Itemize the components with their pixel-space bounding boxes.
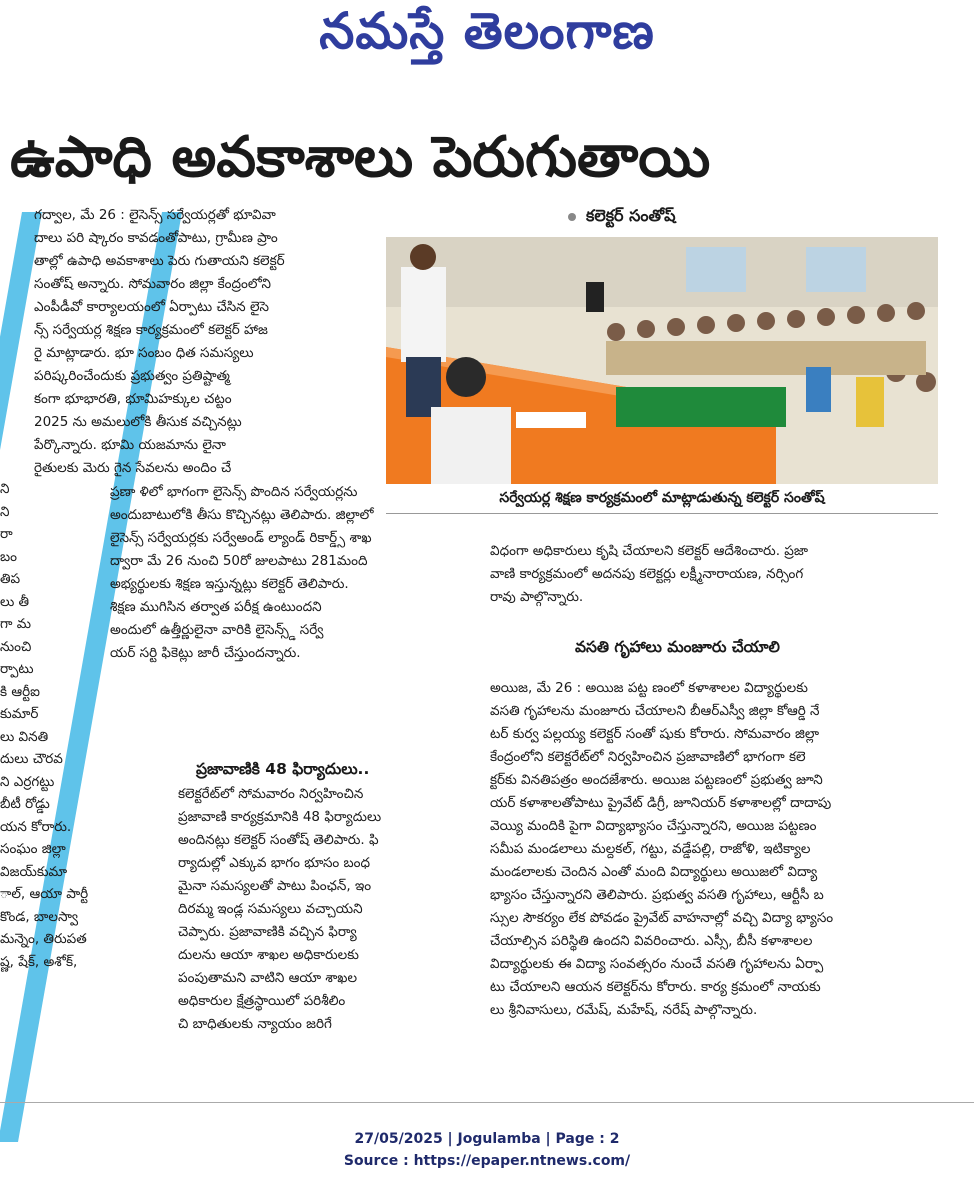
article-text-line: యర్ సర్టి ఫికెట్లు జారీ చేస్తుందన్నారు. bbox=[110, 645, 301, 661]
article-text-line: కేంద్రంలోని కలెక్టరేట్‌లో నిర్వహించిన ప్రజావాణిలో భాగంగా కలె bbox=[490, 749, 806, 765]
article-text-line: విధంగా అధికారులు కృషి చేయాలని కలెక్టర్ ఆదేశించారు. ప్రజా bbox=[490, 543, 809, 559]
article-text-line: టు చేయాలని ఆయన కలెక్టర్‌ను కోరారు. కార్య క్రమంలో నాయకు bbox=[490, 979, 821, 995]
page-divider bbox=[0, 1102, 974, 1103]
fragment-text-line: యన కోరారు. bbox=[0, 818, 72, 835]
article-text-line: ప్రజావాణి కార్యక్రమానికి 48 ఫిర్యాదులు bbox=[178, 809, 382, 825]
article-text-line: అందుబాటులోకి తీసు కొచ్చినట్లు తెలిపారు. జిల్లాలో bbox=[110, 507, 374, 523]
article-text-line: చేయాల్సిన పరిస్థితి ఉందని వివరించారు. ఎస్సీ, బీసీ కళాశాలల bbox=[490, 933, 813, 949]
fragment-text-line: తిప bbox=[0, 571, 21, 587]
fragment-text-line: రా bbox=[0, 526, 13, 542]
article-text-line: వసతి గృహాలను మంజూరు చేయాలని బీఆర్ఎస్వీ జిల్లా కోఆర్డి నే bbox=[490, 703, 820, 719]
kicker-text: కలెక్టర్ సంతోష్ bbox=[586, 206, 676, 225]
article-text-line: ఎంపీడీవో కార్యాలయంలో ఏర్పాటు చేసిన లైసె bbox=[34, 299, 270, 315]
article-text-line: స్సుల సౌకర్యం లేక పోవడం ప్రైవేట్ వాహనాల్లో వచ్చి విద్యా భ్యాసం bbox=[490, 910, 834, 926]
article-text-line: 2025 ను అమలులోకి తీసుక వచ్చినట్లు bbox=[34, 414, 242, 430]
newspaper-masthead: నమస్తే తెలంగాణ bbox=[319, 2, 655, 60]
fragment-text-line: బం bbox=[0, 548, 17, 565]
article-text-line: దాలు పరి ష్కారం కావడంతోపాటు, గ్రామీణ ప్రాం bbox=[34, 230, 278, 246]
article-text-line: పేర్కొన్నారు. భూమి యజమాను లైనా bbox=[34, 437, 226, 453]
article-text-line: చి బాధితులకు న్యాయం జరిగే bbox=[178, 1016, 332, 1032]
article-text-line: దిరమ్మ ఇండ్ల సమస్యలు వచ్చాయని bbox=[178, 901, 363, 917]
article-text-line: అందులో ఉత్తీర్ణులైనా వారికి లైసెన్స్డ్ సర్వే bbox=[110, 622, 324, 638]
fragment-text-line: కొండ, బాలస్వా bbox=[0, 908, 79, 925]
article-headline: ఉపాధి అవకాశాలు పెరుగుతాయి bbox=[10, 125, 711, 190]
footer-source: Source : https://epaper.ntnews.com/ bbox=[343, 1153, 631, 1169]
collector-meeting-photo bbox=[386, 237, 938, 484]
bullet-icon bbox=[568, 213, 576, 221]
page-footer bbox=[0, 1128, 974, 1172]
article-column-hostels bbox=[490, 677, 942, 1022]
photo-caption: సర్వేయర్ల శిక్షణ కార్యక్రమంలో మాట్లాడుతున్న కలెక్టర్ సంతోష్ bbox=[386, 490, 938, 514]
fragment-text-line: ష్ణ, షేక్, అశోక్, bbox=[0, 953, 78, 970]
subheading-hostels: వసతి గృహాలు మంజూరు చేయాలి bbox=[575, 638, 780, 656]
article-text-line: శిక్షణ ముగిసిన తర్వాత పరీక్ష ఉంటుందని bbox=[110, 599, 322, 615]
article-text-line: ద్వారా మే 26 నుంచి 50రో జులపాటు 281మంది bbox=[110, 553, 368, 569]
article-text-line: ప్రణా ళిలో భాగంగా లైసెన్స్ పొందిన సర్వేయర్లను bbox=[110, 484, 358, 500]
fragment-text-line: గా మ bbox=[0, 616, 32, 632]
fragment-text-line: ని bbox=[0, 503, 10, 520]
fragment-text-line: సంఘం జిల్లా bbox=[0, 841, 66, 857]
fragment-text-line: ని bbox=[0, 481, 10, 497]
article-text-line: తాల్లో ఉపాధి అవకాశాలు పెరు గుతాయని కలెక్టర్ bbox=[34, 253, 285, 269]
article-text-line: విద్యార్థులకు ఈ విద్యా సంవత్సరం నుంచే వసతి గృహాలను ఏర్పా bbox=[490, 956, 824, 972]
article-text-line: క్టర్‌కు వినతిపత్రం అందజేశారు. అయిజ పట్టణంలో ప్రభుత్వ జూని bbox=[490, 772, 823, 788]
article-text-line: రై మాట్లాడారు. భూ సంబం ధిత సమస్యలు bbox=[34, 345, 254, 361]
footer-date-edition: 27/05/2025 | Jogulamba | Page : 2 bbox=[354, 1131, 620, 1147]
fragment-text-line: విజయ్‌కుమా bbox=[0, 863, 68, 880]
article-text-line: రావు పాల్గొన్నారు. bbox=[490, 589, 584, 605]
article-text-line: సమీప మండలాలు మల్దకల్, గట్టు, వడ్డేపల్లి, రాజోళి, ఇటిక్యాల bbox=[490, 841, 811, 857]
article-column-grievances bbox=[178, 783, 464, 1036]
fragment-text-line: బీటీ రోడ్డు bbox=[0, 796, 50, 812]
article-text-line: పంపుతామని వాటిని ఆయా శాఖల bbox=[178, 970, 358, 986]
article-text-line: వెయ్యి మందికి పైగా విద్యాభ్యాసం చేస్తున్నారని, అయిజ పట్టణం bbox=[490, 818, 817, 834]
article-text-line: లు శ్రీనివాసులు, రమేష్, మహేష్, నరేష్ పాల్గొన్నారు. bbox=[490, 1002, 758, 1018]
article-text-line: కలెక్టరేట్‌లో సోమవారం నిర్వహించిన bbox=[178, 786, 364, 802]
fragment-text-line: ాల్, ఆయా పార్టీ bbox=[0, 886, 89, 902]
article-text-line: న్స్ సర్వేయర్ల శిక్షణ కార్యక్రమంలో కలెక్టర్ హాజ bbox=[34, 322, 268, 338]
article-text-line: రైతులకు మెరు గైన సేవలను అందిం చే bbox=[34, 460, 232, 476]
article-text-line: పరిష్కరించేందుకు ప్రభుత్వం ప్రతిష్టాత్మ bbox=[34, 368, 230, 384]
article-photo bbox=[386, 237, 938, 484]
article-text-line: లైసెన్స్ సర్వేయర్లకు సర్వేఅండ్ ల్యాండ్ రికార్డ్స్ శాఖ bbox=[110, 530, 372, 546]
article-text-line: కంగా భూభారతి, భూమిహక్కుల చట్టం bbox=[34, 391, 232, 407]
article-text-line: చెప్పారు. ప్రజావాణికి వచ్చిన ఫిర్యా bbox=[178, 924, 357, 940]
article-text-line: దులను ఆయా శాఖల అధికారులకు bbox=[178, 947, 359, 963]
fragment-text-line: లు తీ bbox=[0, 593, 30, 610]
article-column-right-top bbox=[490, 540, 942, 609]
article-kicker bbox=[568, 206, 675, 229]
article-text-line: ర్యాదుల్లో ఎక్కువ భాగం భూసం బంధ bbox=[178, 855, 371, 871]
article-text-line: భ్యాసం చేస్తున్నారని తెలిపారు. ప్రభుత్వ వసతి గృహాలు, ఆర్టీసీ బ bbox=[490, 887, 824, 903]
fragment-text-line: మన్నెం, తిరుపత bbox=[0, 931, 87, 947]
fragment-text-line: ర్పాటు bbox=[0, 661, 34, 677]
fragment-text-line: కి ఆర్టీఐ bbox=[0, 683, 40, 700]
article-text-line: గద్వాల, మే 26 : లైసెన్స్ సర్వేయర్లతో భూవివా bbox=[34, 207, 276, 223]
article-column-top bbox=[34, 204, 374, 480]
fragment-text-line: దులు చౌరవ bbox=[0, 751, 63, 767]
article-text-line: అధికారుల క్షేత్రస్థాయిలో పరిశీలిం bbox=[178, 993, 346, 1009]
fragment-text-line: ని ఎర్రగట్టు bbox=[0, 773, 55, 790]
article-text-line: టర్ కుర్వ పల్లయ్య కలెక్టర్ సంతో షుకు కోరారు. సోమవారం జిల్లా bbox=[490, 726, 820, 742]
fragment-text-line: నుంచి bbox=[0, 638, 32, 655]
article-text-line: యర్ కళాశాలతోపాటు ప్రైవేట్ డిగ్రీ, జూనియర్ కళాశాలల్లో దాదాపు bbox=[490, 795, 832, 811]
article-text-line: అభ్యర్థులకు శిక్షణ ఇస్తున్నట్లు కలెక్టర్ తెలిపారు. bbox=[110, 576, 349, 592]
adjacent-article-fragment bbox=[0, 478, 104, 973]
fragment-text-line: కుమార్ bbox=[0, 706, 39, 722]
article-text-line: మండలాలకు చెందిన ఎంతో మంది విద్యార్థులు అయిజలో విద్యా bbox=[490, 864, 818, 880]
article-text-line: సంతోష్ అన్నారు. సోమవారం జిల్లా కేంద్రంలోని bbox=[34, 276, 271, 292]
article-text-line: మైనా సమస్యలతో పాటు పింఛన్, ఇం bbox=[178, 878, 372, 894]
subheading-grievances: ప్రజావాణికి 48 ఫిర్యాదులు.. bbox=[196, 760, 370, 778]
article-text-line: అందినట్లు కలెక్టర్ సంతోష్ తెలిపారు. ఫి bbox=[178, 832, 379, 848]
article-text-line: అయిజ, మే 26 : అయిజ పట్ట ణంలో కళాశాలల విద్యార్థులకు bbox=[490, 680, 808, 696]
fragment-text-line: లు వినతి bbox=[0, 728, 49, 745]
article-text-line: వాణి కార్యక్రమంలో అదనపు కలెక్టర్లు లక్ష్మీనారాయణ, నర్సింగ bbox=[490, 566, 804, 582]
